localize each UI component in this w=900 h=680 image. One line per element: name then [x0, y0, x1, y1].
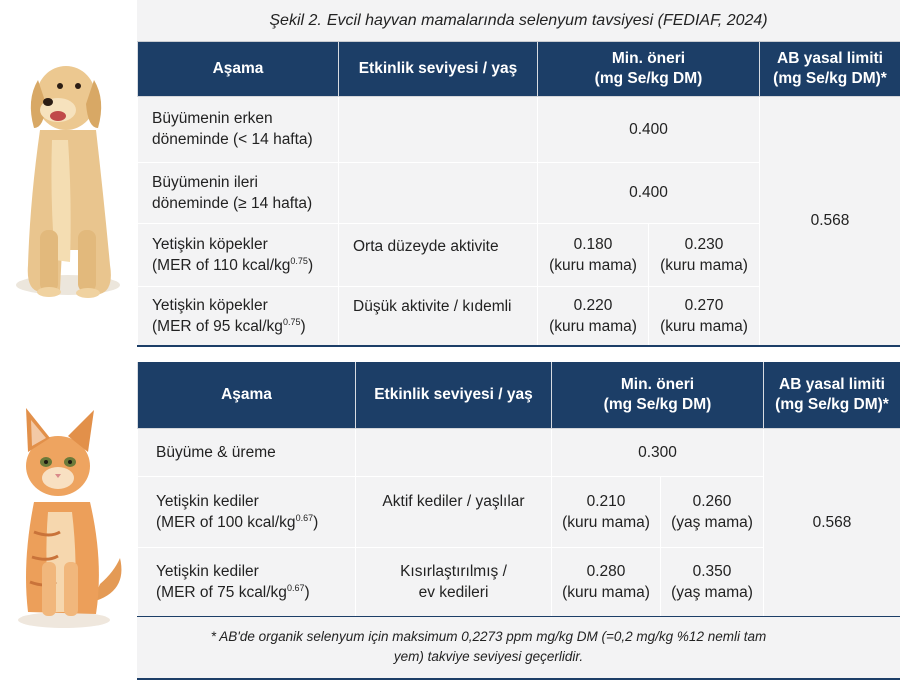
stage-cell — [138, 223, 339, 286]
stage-line2 — [156, 512, 345, 533]
eu-limit-cell: 0.568 — [760, 96, 900, 346]
min-value-b-cell — [661, 547, 764, 617]
header-stage: Aşama — [138, 362, 356, 428]
mer-close: ) — [300, 317, 306, 335]
header-limit-line1: AB yasal limiti — [777, 49, 883, 67]
dog-photo — [0, 0, 136, 346]
footnote-line1: * AB'de organik selenyum için maksimum 0,2273 ppm mg/kg DM (=0,2 mg/kg %12 nemli tam — [210, 629, 767, 644]
dog-table-header — [138, 42, 900, 96]
stage-line1: Büyümenin erken — [152, 110, 273, 127]
min-value-a-cell — [538, 286, 649, 346]
mer-text: (MER of 110 kcal/kg — [152, 256, 291, 274]
mer-exponent: 0.75 — [282, 316, 301, 327]
stage-cell — [138, 96, 339, 162]
min-value-cell: 0.300 — [552, 428, 764, 476]
stage-line1: Yetişkin köpekler — [152, 296, 268, 314]
min-value-b-note: (kuru mama) — [660, 256, 748, 274]
stage-cell — [138, 476, 356, 547]
cat-photo — [0, 362, 136, 680]
min-value-b: 0.230 — [684, 235, 724, 253]
min-value-cell: 0.400 — [538, 96, 760, 162]
header-min-line1: Min. öneri — [620, 375, 695, 393]
footnote-line2: yem) takviye seviyesi geçerlidir. — [393, 649, 584, 664]
min-value-a-note: (kuru mama) — [562, 513, 650, 531]
stage-line1: Büyümenin ileri — [152, 173, 258, 191]
stage-cell — [138, 547, 356, 617]
mer-text: (MER of 95 kcal/kg — [152, 317, 283, 335]
min-value-a: 0.280 — [586, 562, 626, 580]
table-row — [138, 428, 900, 476]
stage-line2 — [152, 316, 328, 337]
mer-text: (MER of 75 kcal/kg — [156, 583, 287, 601]
header-limit-line1: AB yasal limiti — [779, 375, 885, 393]
stage-cell — [138, 162, 339, 223]
min-value-b-cell — [661, 476, 764, 547]
stage-line1: Yetişkin kediler — [156, 562, 259, 580]
min-value-a-note: (kuru mama) — [549, 256, 637, 274]
activity-cell — [356, 428, 552, 476]
min-value-a: 0.210 — [586, 492, 626, 510]
cat-selenium-table — [137, 362, 900, 618]
caption-label: Şekil 2. — [269, 11, 322, 29]
min-value-a-note: (kuru mama) — [562, 583, 650, 601]
stage-line1: Yetişkin köpekler — [152, 235, 268, 253]
stage-line2: döneminde (≥ 14 hafta) — [152, 194, 313, 212]
header-activity: Etkinlik seviyesi / yaş — [356, 362, 552, 428]
activity-cell: Düşük aktivite / kıdemli — [339, 286, 538, 346]
min-value-b-note: (kuru mama) — [660, 317, 748, 335]
activity-cell — [339, 96, 538, 162]
activity-line1: Kısırlaştırılmış / — [400, 562, 507, 580]
min-value-b: 0.350 — [692, 562, 732, 580]
stage-line2 — [156, 582, 345, 603]
min-value-cell: 0.400 — [538, 162, 760, 223]
dog-selenium-table — [137, 42, 900, 347]
min-value-b: 0.260 — [692, 492, 732, 510]
activity-cell — [356, 547, 552, 617]
min-value-a-note: (kuru mama) — [549, 317, 637, 335]
header-limit-line2: (mg Se/kg DM)* — [775, 395, 889, 413]
mer-close: ) — [307, 256, 314, 274]
min-value-b-cell — [649, 286, 760, 346]
min-value-b-cell — [649, 223, 760, 286]
caption-text: Evcil hayvan mamalarında selenyum tavsiyesi (FEDIAF, 2024) — [326, 11, 768, 29]
header-min-line2: (mg Se/kg DM) — [603, 395, 712, 413]
stage-line1: Yetişkin kediler — [156, 492, 259, 510]
mer-close: ) — [304, 583, 310, 601]
mer-close: ) — [313, 513, 319, 531]
header-activity: Etkinlik seviyesi / yaş — [339, 42, 538, 96]
min-value-a: 0.180 — [573, 235, 613, 253]
min-value-b-note: (yaş mama) — [671, 583, 753, 601]
stage-line2: döneminde (< 14 hafta) — [152, 131, 313, 148]
activity-line2: ev kedileri — [418, 583, 489, 601]
activity-cell — [339, 162, 538, 223]
header-min-line1: Min. öneri — [611, 49, 686, 67]
min-value-a-cell — [552, 476, 661, 547]
header-eu-limit — [760, 42, 900, 96]
table-row — [138, 96, 900, 162]
stage-cell — [138, 286, 339, 346]
header-eu-limit — [764, 362, 900, 428]
header-min-recommendation — [552, 362, 764, 428]
min-value-a: 0.220 — [573, 296, 613, 314]
mer-exponent: 0.67 — [286, 582, 305, 593]
min-value-b: 0.270 — [684, 296, 724, 314]
activity-cell — [356, 476, 552, 547]
activity-line1: Aktif kediler / yaşlılar — [382, 492, 525, 510]
header-min-recommendation — [538, 42, 760, 96]
header-limit-line2: (mg Se/kg DM)* — [773, 69, 887, 87]
mer-exponent: 0.67 — [295, 512, 314, 523]
activity-cell: Orta düzeyde aktivite — [339, 223, 538, 286]
cat-table-header — [138, 362, 900, 428]
figure-caption — [137, 0, 900, 42]
header-min-line2: (mg Se/kg DM) — [594, 69, 703, 87]
min-value-a-cell — [552, 547, 661, 617]
stage-cell: Büyüme & üreme — [138, 428, 356, 476]
stage-line2 — [152, 255, 328, 276]
mer-exponent: 0.75 — [290, 255, 308, 266]
min-value-a-cell — [538, 223, 649, 286]
footnote — [137, 617, 900, 680]
min-value-b-note: (yaş mama) — [671, 513, 753, 531]
eu-limit-cell: 0.568 — [764, 428, 900, 617]
mer-text: (MER of 100 kcal/kg — [156, 513, 296, 531]
header-stage: Aşama — [138, 42, 339, 96]
